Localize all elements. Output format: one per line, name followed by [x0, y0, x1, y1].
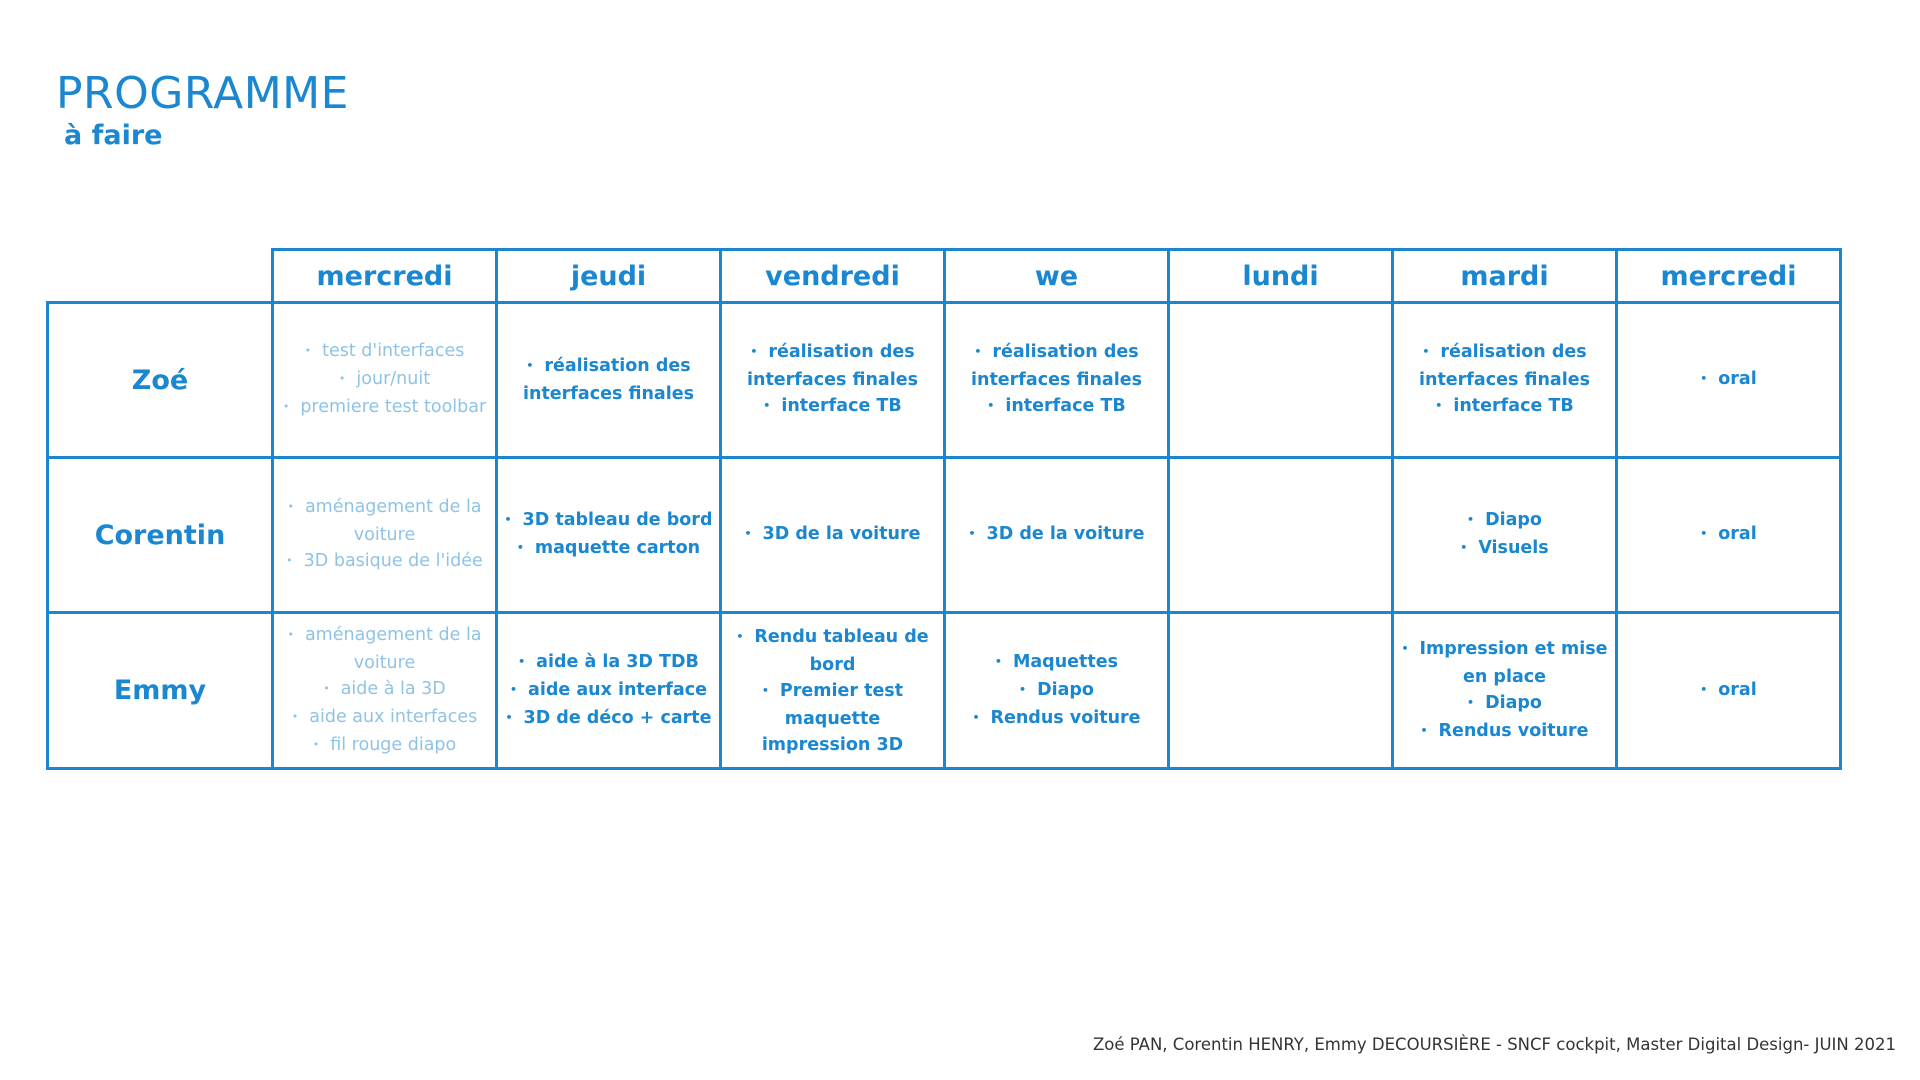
task-item: • 3D tableau de bord	[505, 507, 713, 535]
task-item: • Premier test maquette impression 3D	[728, 678, 937, 758]
schedule-cell	[943, 456, 1170, 614]
task-list	[739, 521, 927, 549]
task-list	[722, 339, 943, 421]
person-name: Zoé	[131, 364, 189, 396]
day-header-label: mardi	[1460, 260, 1549, 292]
task-list	[499, 649, 717, 733]
task-list	[274, 622, 495, 760]
task-item: • jour/nuit	[283, 366, 486, 394]
task-item: • réalisation des interfaces finales	[952, 339, 1161, 393]
schedule-cell	[1615, 301, 1842, 459]
row-header-cell	[46, 456, 274, 614]
schedule-cell	[719, 456, 946, 614]
task-list	[274, 494, 495, 576]
task-list	[1694, 677, 1763, 705]
task-list	[963, 521, 1151, 549]
task-list	[1454, 507, 1554, 563]
task-item: • Rendu tableau de bord	[728, 624, 937, 678]
day-header-label: jeudi	[570, 260, 647, 292]
day-header-cell	[271, 248, 498, 304]
task-item: • interface TB	[1400, 393, 1609, 421]
task-item: • oral	[1700, 366, 1757, 394]
task-list	[498, 353, 719, 407]
row-header-cell	[46, 301, 274, 459]
task-item: • Visuels	[1460, 535, 1548, 563]
schedule-cell	[1615, 611, 1842, 770]
task-list	[499, 507, 719, 563]
task-item: • aide à la 3D TDB	[505, 649, 711, 677]
schedule-cell	[1167, 611, 1394, 770]
task-list	[966, 649, 1146, 733]
task-item: • oral	[1700, 677, 1757, 705]
task-item: • aide à la 3D	[280, 676, 489, 704]
task-list	[1694, 521, 1763, 549]
schedule-cell	[943, 611, 1170, 770]
task-item: • test d'interfaces	[283, 338, 486, 366]
task-item: • premiere test toolbar	[283, 394, 486, 422]
page-title: PROGRAMME	[56, 68, 349, 119]
task-list	[1394, 339, 1615, 421]
task-item: • interface TB	[728, 393, 937, 421]
day-header-cell	[1167, 248, 1394, 304]
task-list	[1694, 366, 1763, 394]
task-item: • aménagement de la voiture	[280, 494, 489, 548]
schedule-cell	[719, 611, 946, 770]
schedule-cell	[271, 611, 498, 770]
schedule-cell	[1167, 301, 1394, 459]
task-item: • réalisation des interfaces finales	[504, 353, 713, 407]
task-item: • Impression et mise en place	[1400, 636, 1609, 690]
footer-credits: Zoé PAN, Corentin HENRY, Emmy DECOURSIÈRE - SNCF cockpit, Master Digital Design- JUIN 2021	[1092, 1035, 1896, 1054]
task-item: • oral	[1700, 521, 1757, 549]
task-item: • réalisation des interfaces finales	[1400, 339, 1609, 393]
day-header-label: mercredi	[1660, 260, 1797, 292]
person-name: Corentin	[94, 519, 226, 551]
schedule-cell	[495, 301, 722, 459]
schedule-cell	[943, 301, 1170, 459]
task-item: • aménagement de la voiture	[280, 622, 489, 676]
task-item: • Maquettes	[972, 649, 1140, 677]
task-item: • maquette carton	[505, 535, 713, 563]
task-item: • interface TB	[952, 393, 1161, 421]
task-item: • Rendus voiture	[1400, 718, 1609, 746]
schedule-cell	[271, 456, 498, 614]
day-header-label: vendredi	[765, 260, 900, 292]
schedule-cell	[495, 456, 722, 614]
task-item: • 3D de déco + carte	[505, 705, 711, 733]
page-subtitle: à faire	[64, 120, 163, 151]
task-item: • aide aux interfaces	[280, 704, 489, 732]
schedule-cell	[1391, 611, 1618, 770]
schedule-cell	[1615, 456, 1842, 614]
schedule-cell	[719, 301, 946, 459]
schedule-cell	[271, 301, 498, 459]
task-item: • réalisation des interfaces finales	[728, 339, 937, 393]
schedule-cell	[1391, 301, 1618, 459]
schedule-cell	[495, 611, 722, 770]
day-header-label: we	[1034, 260, 1079, 292]
task-item: • 3D de la voiture	[969, 521, 1145, 549]
person-name: Emmy	[113, 675, 207, 706]
day-header-cell	[943, 248, 1170, 304]
day-header-cell	[1615, 248, 1842, 304]
task-list	[946, 339, 1167, 421]
task-item: • Diapo	[972, 677, 1140, 705]
task-list	[722, 624, 943, 758]
task-item: • Rendus voiture	[972, 705, 1140, 733]
task-item: • 3D de la voiture	[745, 521, 921, 549]
day-header-cell	[719, 248, 946, 304]
schedule-cell	[1167, 456, 1394, 614]
task-list	[1394, 636, 1615, 746]
task-list	[277, 338, 492, 422]
task-item: • 3D basique de l'idée	[280, 548, 489, 576]
day-header-cell	[1391, 248, 1618, 304]
day-header-label: mercredi	[316, 260, 453, 292]
task-item: • Diapo	[1460, 507, 1548, 535]
day-header-cell	[495, 248, 722, 304]
task-item: • fil rouge diapo	[280, 732, 489, 760]
task-item: • aide aux interface	[505, 677, 711, 705]
row-header-cell	[46, 611, 274, 770]
task-item: • Diapo	[1400, 690, 1609, 718]
day-header-label: lundi	[1242, 260, 1319, 292]
schedule-cell	[1391, 456, 1618, 614]
